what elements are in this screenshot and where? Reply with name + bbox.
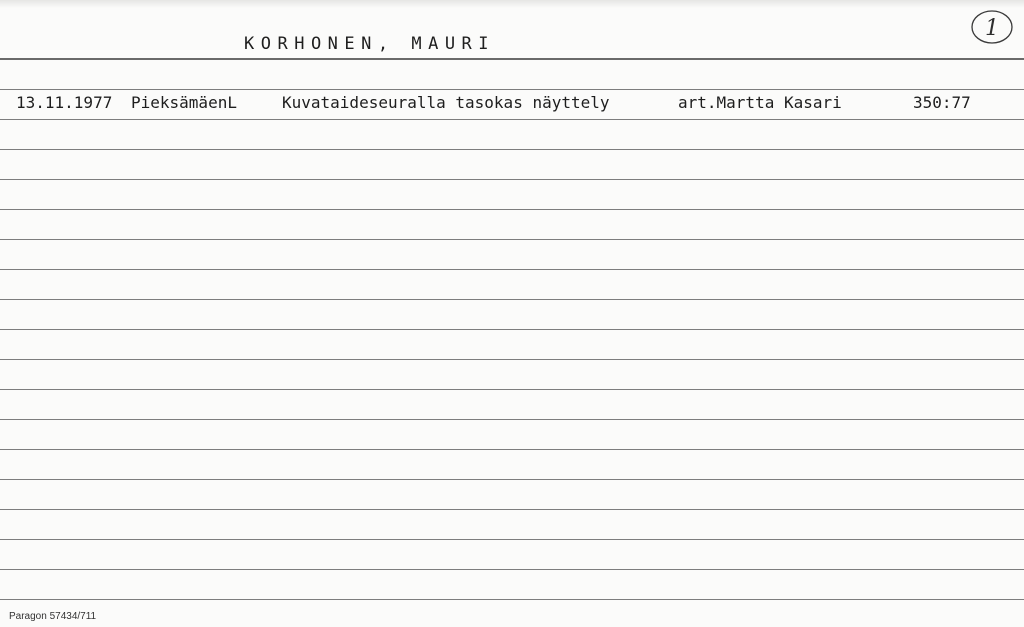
entry-title: Kuvataideseuralla tasokas näyttely xyxy=(282,93,610,112)
card-number-text: 1 xyxy=(985,16,999,41)
ruled-line xyxy=(0,419,1024,420)
ruled-line xyxy=(0,239,1024,240)
ruled-line xyxy=(0,389,1024,390)
ruled-line xyxy=(0,269,1024,270)
entry-reference: 350:77 xyxy=(913,93,971,112)
ruled-line xyxy=(0,179,1024,180)
ruled-line xyxy=(0,119,1024,120)
person-name: KORHONEN, MAURI xyxy=(244,34,496,54)
ruled-line xyxy=(0,149,1024,150)
printer-imprint: Paragon 57434/711 xyxy=(9,611,97,622)
ruled-line xyxy=(0,209,1024,210)
ruled-line xyxy=(0,329,1024,330)
entry-author: art.Martta Kasari xyxy=(678,93,842,112)
ruled-line xyxy=(0,479,1024,480)
ruled-line xyxy=(0,539,1024,540)
card-top-edge xyxy=(0,0,1024,8)
ruled-line xyxy=(0,89,1024,90)
card-number-handwritten xyxy=(970,9,1014,45)
ruled-line xyxy=(0,509,1024,510)
ruled-line xyxy=(0,299,1024,300)
entry-date: 13.11.1977 xyxy=(16,93,113,112)
ruled-line xyxy=(0,359,1024,360)
ruled-line xyxy=(0,449,1024,450)
ruled-line xyxy=(0,599,1024,600)
header-rule xyxy=(0,58,1024,60)
entry-place: PieksämäenL xyxy=(131,93,237,112)
ruled-line xyxy=(0,569,1024,570)
